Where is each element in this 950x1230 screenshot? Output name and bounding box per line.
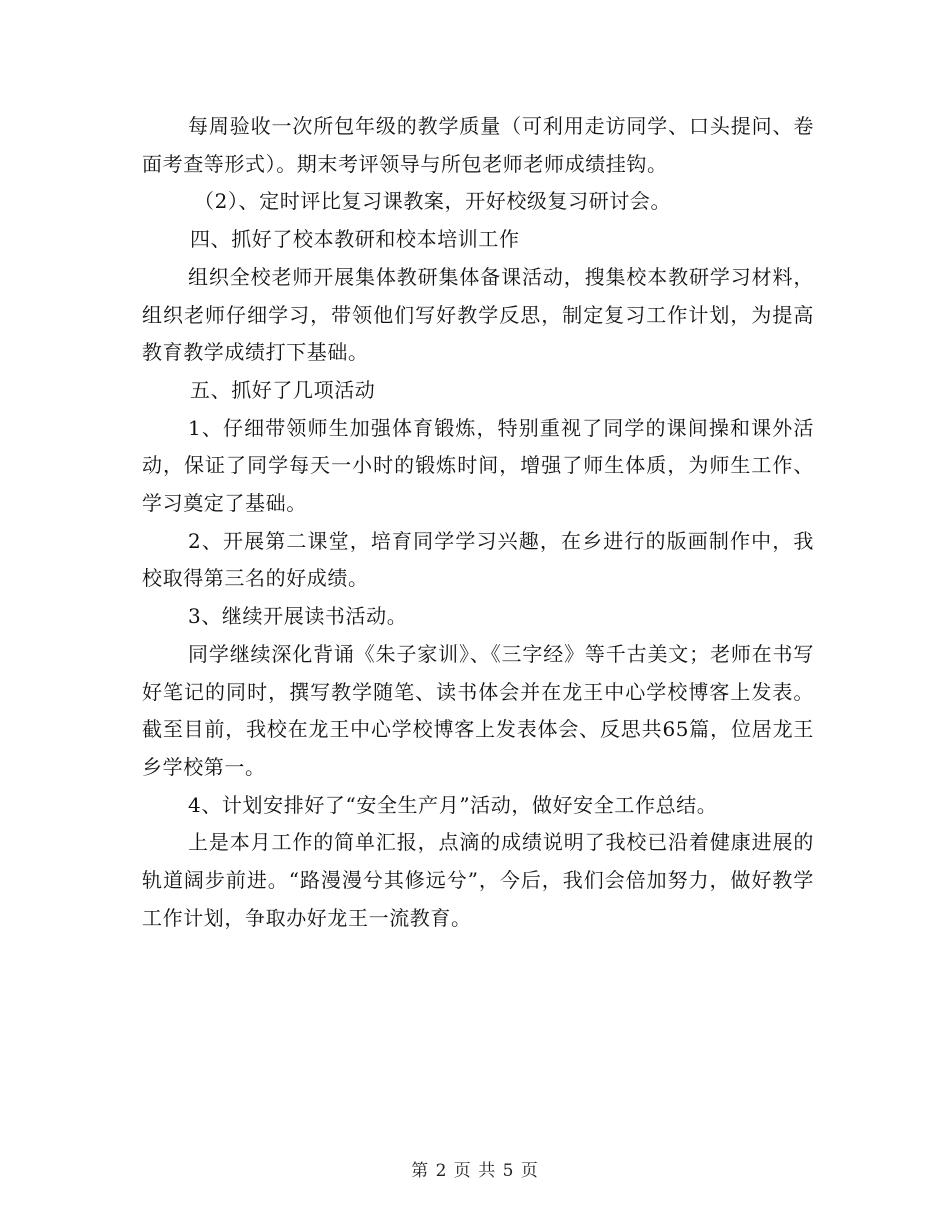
document-body [142, 108, 814, 937]
page-number-footer: 第 2 页 共 5 页 [411, 1161, 539, 1181]
paragraph-review-lessons: （2）、定时评比复习课教案，开好校级复习研讨会。 [194, 189, 672, 214]
paragraph-activity-safety: 4、计划安排好了“安全生产月”活动，做好安全工作总结。 [188, 792, 718, 817]
paragraph-summary: 上是本月工作的简单汇报，点滴的成绩说明了我校已沿着健康进展的轨道阔步前进。“路漫漫兮其修远兮”，今后，我们会倍加努力，做好教学工作计划，争取办好龙王一流教育。 [142, 830, 814, 930]
paragraph-quality-check: 每周验收一次所包年级的教学质量（可利用走访同学、口头提问、卷面考查等形式）。期末考评领导与所包老师老师成绩挂钩。 [142, 114, 814, 176]
paragraph-activity-reading: 3、继续开展读书活动。 [188, 604, 408, 629]
section-heading-teaching-research: 四、抓好了校本教研和校本培训工作 [190, 227, 520, 252]
paragraph-reading-details: 同学继续深化背诵《朱子家训》、《三字经》等千古美文；老师在书写好笔记的同时，撰写教学随笔、读书体会并在龙王中心学校博客上发表。截至目前，我校在龙王中心学校博客上发表体会、反思共65篇，位居龙王乡学校第一。 [142, 641, 814, 779]
paragraph-activity-sports: 1、仔细带领师生加强体育锻炼，特别重视了同学的课间操和课外活动，保证了同学每天一小时的锻炼时间，增强了师生体质，为师生工作、学习奠定了基础。 [142, 415, 814, 516]
paragraph-activity-second-classroom: 2、开展第二课堂，培育同学学习兴趣，在乡进行的版画制作中，我校取得第三名的好成绩。 [142, 528, 814, 591]
paragraph-teaching-research: 组织全校老师开展集体教研集体备课活动，搜集校本教研学习材料，组织老师仔细学习，带领他们写好教学反思，制定复习工作计划，为提高教育教学成绩打下基础。 [142, 264, 814, 365]
section-heading-activities: 五、抓好了几项活动 [190, 377, 376, 402]
